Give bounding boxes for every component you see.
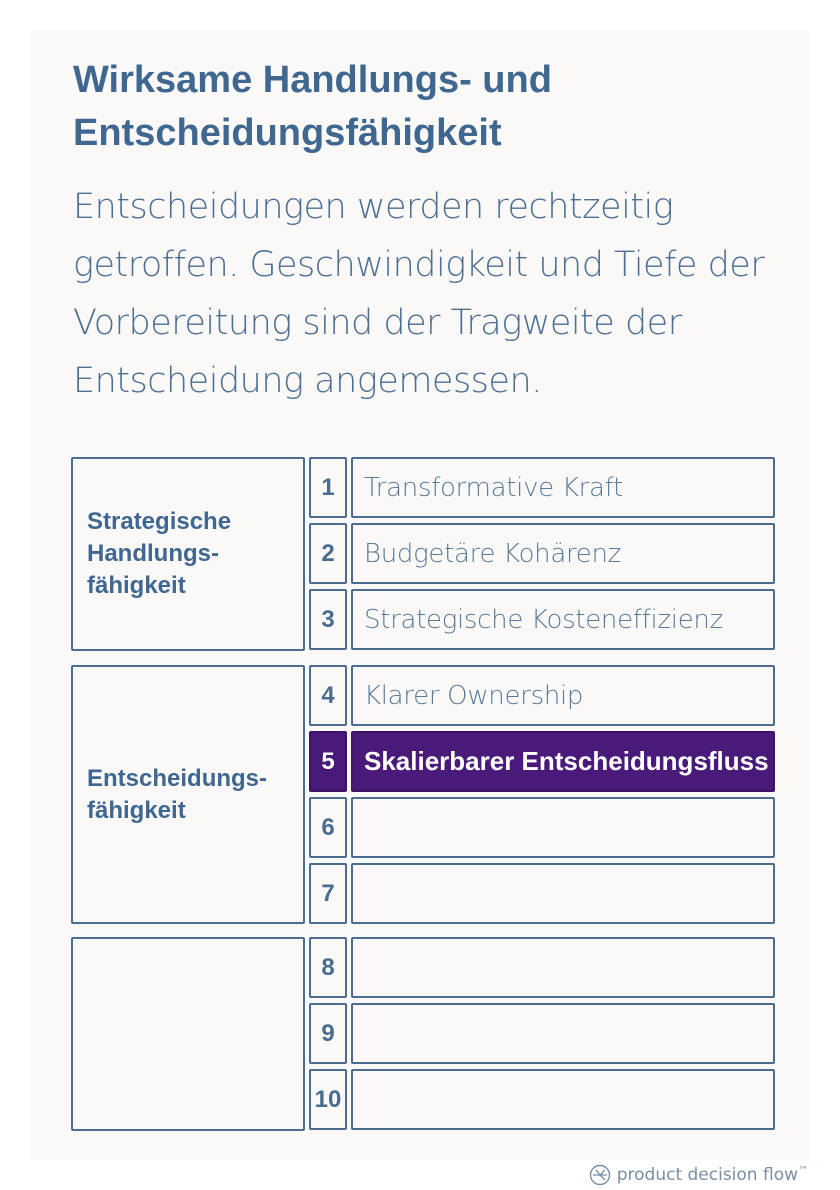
row-item[interactable]	[351, 1003, 775, 1064]
row-item[interactable]: Budgetäre Kohärenz	[351, 523, 775, 584]
row-item[interactable]	[351, 863, 775, 924]
group-empty	[71, 937, 305, 1131]
group-label: Strategische Handlungs- fähigkeit	[87, 508, 232, 599]
row-number: 9	[309, 1003, 347, 1064]
row-number: 3	[309, 589, 347, 650]
row-number-selected: 5	[309, 731, 347, 792]
row-number: 7	[309, 863, 347, 924]
group-entscheidungsfaehigkeit	[71, 665, 305, 924]
brand-footer	[589, 1163, 808, 1187]
row-item-selected[interactable]: Skalierbarer Entscheidungsfluss	[351, 731, 775, 792]
row-number: 6	[309, 797, 347, 858]
row-item[interactable]: Transformative Kraft	[351, 457, 775, 518]
row-item[interactable]: Klarer Ownership	[351, 665, 775, 726]
group-label: Entscheidungs- fähigkeit	[87, 764, 268, 824]
row-number: 1	[309, 457, 347, 518]
row-item[interactable]	[351, 797, 775, 858]
row-item[interactable]	[351, 1069, 775, 1130]
group-strategische-handlungsfaehigkeit	[71, 457, 305, 651]
row-number: 10	[309, 1069, 347, 1130]
page-title: Wirksame Handlungs- und Entscheidungsfähigkeit	[73, 59, 552, 154]
compass-logo-icon	[589, 1164, 611, 1186]
row-item[interactable]	[351, 937, 775, 998]
page-description: Entscheidungen werden rechtzeitig getroffen. Geschwindigkeit und Tiefe der Vorbereitung sind der Tragweite der Entscheidung angemessen.	[73, 187, 765, 401]
row-number: 8	[309, 937, 347, 998]
row-item[interactable]: Strategische Kosteneffizienz	[351, 589, 775, 650]
row-number: 2	[309, 523, 347, 584]
row-number: 4	[309, 665, 347, 726]
brand-name: product decision flow™	[616, 1165, 808, 1185]
